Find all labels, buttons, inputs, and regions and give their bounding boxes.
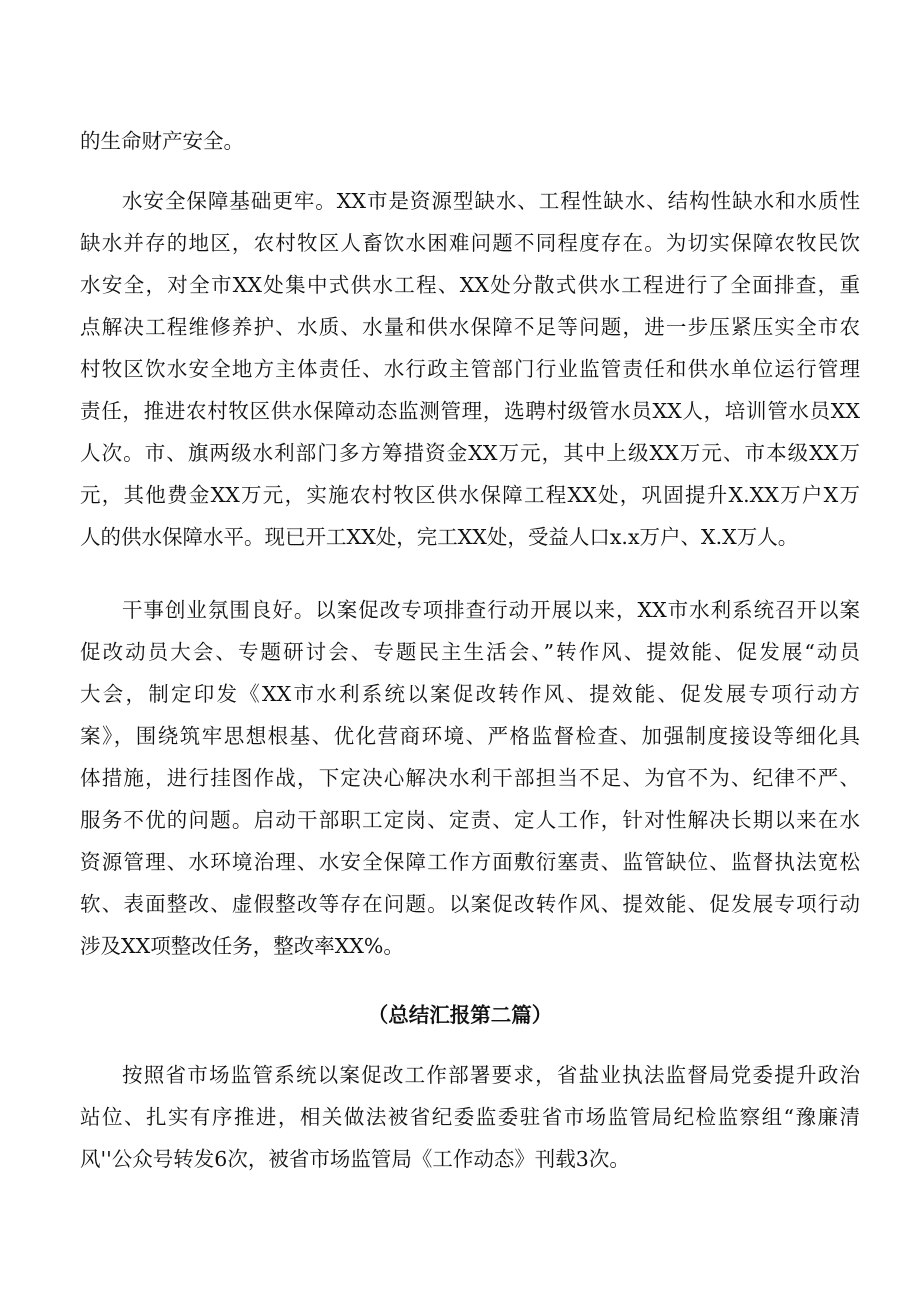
paragraph-0-line-1: 的生命财产安全。 <box>80 129 244 153</box>
paragraph-2-line-3: 大会，制定印发《XX市水利系统以案促改转作风、提效能、促发展专项行动方 <box>80 682 860 706</box>
paragraph-2-line-6: 服务不优的问题。启动干部职工定岗、定责、定人工作，针对性解决长期以来在水 <box>80 808 860 832</box>
paragraph-2-line-1: 干事创业氛围良好。以案促改专项排查行动开展以来，XX市水利系统召开以案 <box>122 598 860 622</box>
paragraph-1-line-9: 人的供水保障水平。现已开工XX处，完工XX处，受益人口x.x万户、X.X万人。 <box>80 525 799 549</box>
paragraph-3-line-2: 站位、扎实有序推进，相关做法被省纪委监委驻省市场监管局纪检监察组“豫廉清 <box>80 1105 860 1129</box>
paragraph-2-line-9: 涉及XX项整改任务，整改率XX%。 <box>80 934 404 958</box>
paragraph-3-line-1: 按照省市场监管系统以案促改工作部署要求，省盐业执法监督局党委提升政治 <box>122 1063 860 1087</box>
paragraph-2-line-8: 软、表面整改、虚假整改等存在问题。以案促改转作风、提效能、促发展专项行动 <box>80 892 860 916</box>
paragraph-1-line-1: 水安全保障基础更牢。XX市是资源型缺水、工程性缺水、结构性缺水和水质性 <box>122 189 860 213</box>
paragraph-2-line-5: 体措施，进行挂图作战，下定决心解决水利干部担当不足、为官不为、纪律不严、 <box>80 766 860 790</box>
paragraph-1-line-3: 水安全，对全市XX处集中式供水工程、XX处分散式供水工程进行了全面排查，重 <box>80 273 860 297</box>
paragraph-1-line-8: 元，其他费金XX万元，实施农村牧区供水保障工程XX处，巩固提升X.XX万户X万 <box>80 483 860 507</box>
paragraph-2-line-7: 资源管理、水环境治理、水安全保障工作方面敷衍塞责、监管缺位、监督执法宽松 <box>80 850 860 874</box>
paragraph-1-line-6: 责任，推进农村牧区供水保障动态监测管理，选聘村级管水员XX人，培训管水员XX <box>80 399 860 423</box>
paragraph-2-line-4: 案》，围绕筑牢思想根基、优化营商环境、严格监督检查、加强制度接设等细化具 <box>80 724 860 748</box>
paragraph-1-line-5: 村牧区饮水安全地方主体责任、水行政主管部门行业监管责任和供水单位运行管理 <box>80 357 860 381</box>
paragraph-3-line-3: 风''公众号转发6次，被省市场监管局《工作动态》刊载3次。 <box>80 1147 630 1171</box>
paragraph-1-line-4: 点解决工程维修养护、水质、水量和供水保障不足等问题，进一步压紧压实全市农 <box>80 315 860 339</box>
paragraph-2-line-2: 促改动员大会、专题研讨会、专题民主生活会、”转作风、提效能、促发展“动员 <box>80 640 860 664</box>
section-heading: （总结汇报第二篇） <box>367 1003 553 1027</box>
paragraph-1-line-2: 缺水并存的地区，农村牧区人畜饮水困难问题不同程度存在。为切实保障农牧民饮 <box>80 231 860 255</box>
paragraph-1-line-7: 人次。市、旗两级水利部门多方筹措资金XX万元，其中上级XX万元、市本级XX万 <box>80 441 860 465</box>
